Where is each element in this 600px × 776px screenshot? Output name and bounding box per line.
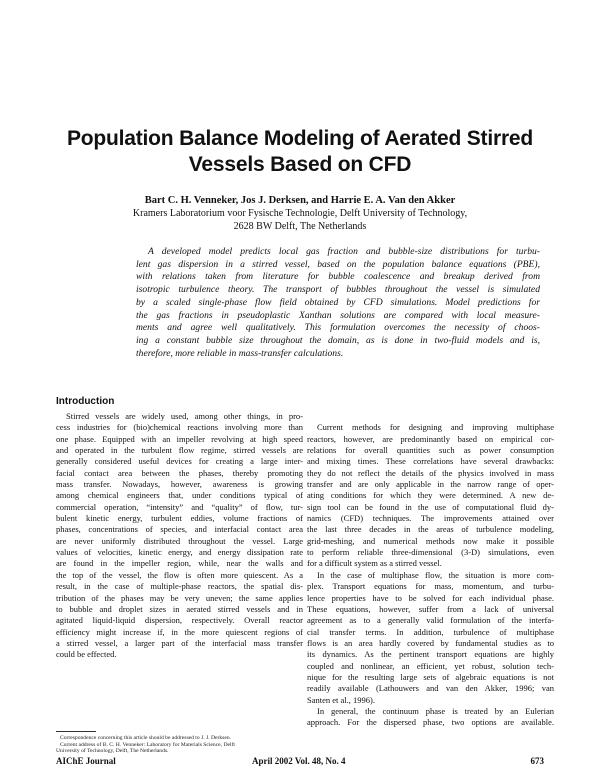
body-line: are found in the impeller region, while, near the walls and [56, 558, 303, 569]
paper-title [40, 126, 560, 178]
abstract-line: lent gas dispersion in a stirred vessel, based on the population balance equations (PBE), [136, 258, 540, 270]
affiliation-line-2: 2628 BW Delft, The Netherlands [233, 220, 367, 232]
abstract-line: isotropic turbulence theory. The transport of bubbles throughout the vessel is simulated [136, 284, 540, 296]
footnotes [56, 735, 304, 755]
body-line: the last three decades in the areas of turbulence modeling, [307, 524, 554, 535]
body-line: sign tool can be found in the use of computational fluid dy- [307, 501, 554, 512]
body-line: could be effected. [56, 649, 117, 660]
body-line: they do not reflect the details of the physics involved in mass [307, 467, 554, 478]
title-line-2: Vessels Based on CFD [188, 153, 412, 176]
body-line: In the case of multiphase flow, the situation is more com- [317, 569, 554, 580]
body-line: Santen et al., 1996). [307, 694, 375, 705]
body-line: the top of the vessel, the flow is often more quiescent. As a [56, 569, 303, 580]
body-line: among chemical engineers that, under conditions typical of [56, 490, 303, 501]
body-line: These equations, however, suffer from a lack of universal [307, 603, 554, 614]
left-column [56, 411, 303, 661]
body-line: mass transfer. Nowadays, however, awareness is growing [56, 479, 303, 490]
body-line: reactors, however, are predominantly based on empirical cor- [307, 433, 554, 444]
footnote-line: Correspondence concerning this article should be addressed to J. J. Derksen. [60, 735, 232, 741]
body-line: namics (CFD) techniques. The improvements attained over [307, 513, 554, 524]
body-line: bulent kinetic energy, turbulent eddies, volume fractions of [56, 513, 303, 524]
body-line: grid-meshing, and numerical methods now make it possible [307, 535, 554, 546]
body-line: cial transfer terms. In addition, turbulence of multiphase [307, 626, 554, 637]
body-line: nique for the resulting large sets of algebraic equations is not [307, 671, 554, 682]
abstract-line: with relations taken from literature for bubble coalescence and breakup derived from [136, 271, 540, 283]
body-line: and operated in the turbulent flow regime, stirred vessels are [56, 445, 303, 456]
body-line: ating conditions for which they were determined. A new de- [307, 490, 554, 501]
author-list: Bart C. H. Venneker, Jos J. Derksen, and Harrie E. A. Van den Akker [144, 195, 456, 206]
body-line: a stirred vessel, a larger part of the interfacial mass transfer [56, 637, 303, 648]
body-line: approach. For the dispersed phase, two options are available. [307, 717, 554, 728]
body-line: Current methods for designing and improving multiphase [317, 422, 554, 433]
body-line: tribution of the phases may be very uneven; the same applies [56, 592, 303, 603]
abstract [136, 246, 540, 360]
body-line: phases, concentrations of species, and interfacial contact area [56, 524, 303, 535]
footnote-rule [56, 731, 96, 732]
body-line: efficiency might increase if, in the more quiescent regions of [56, 626, 303, 637]
page-footer [56, 756, 544, 768]
body-line: cess industries for (bio)chemical reactions involving more than [56, 422, 303, 433]
body-line: result, in the case of multiple-phase reactors, the spatial dis- [56, 581, 303, 592]
abstract-line: the gas fractions in pseudoplastic Xanthan solutions are compared with local measure- [136, 309, 540, 321]
body-line: coupled and nonlinear, an efficient, yet robust, solution tech- [307, 660, 554, 671]
body-line: relations for overall quantities such as power consumption [307, 445, 554, 456]
body-line: for a difficult system as a stirred vessel. [307, 558, 442, 569]
body-line: one phase. Equipped with an impeller revolving at high speed [56, 433, 303, 444]
affiliation-line-1: Kramers Laboratorium voor Fysische Technologie, Delft University of Technology, [132, 208, 468, 219]
abstract-line: A developed model predicts local gas fraction and bubble-size distributions for turbu- [148, 246, 540, 257]
body-line: values of velocities, kinetic energy, and energy dissipation rate [56, 547, 303, 558]
body-line: its dynamics. As the pertinent transport equations are highly [307, 649, 554, 660]
body-line: are never uniformly distributed throughout the vessel. Large [56, 535, 303, 546]
body-line: facial contact area between the phases, thereby promoting [56, 467, 303, 478]
body-line: flows is an area hardly covered by fundamental studies as to [307, 637, 554, 648]
abstract-line: ments and agree well qualitatively. This formulation overcomes the necessity of choos- [136, 322, 540, 334]
footnote-line: University of Technology, Delft, The Netherlands. [56, 748, 169, 755]
footer-issue: April 2002 Vol. 48, No. 4 [252, 756, 346, 766]
body-line: to bubble and droplet sizes in aerated stirred vessels and in [56, 603, 303, 614]
body-line: plex. Transport equations for mass, momentum, and turbu- [307, 581, 554, 592]
abstract-line: by a scaled single-phase flow field obtained by CFD simulations. Model predictions for [136, 296, 540, 308]
footer-page-number: 673 [530, 756, 544, 766]
body-line: commercial operation, “intensity” and “quality” of flow, tur- [56, 501, 303, 512]
body-line: readily available (Lathouwers and van den Akker, 1996; van [307, 683, 554, 694]
body-line: transfer and are only applicable in the narrow range of oper- [307, 479, 554, 490]
body-line: to perform reliable three-dimensional (3-D) simulations, even [307, 547, 554, 558]
title-line-1: Population Balance Modeling of Aerated Stirred [66, 127, 534, 150]
footnote-line: Current address of B. C. H. Venneker: Laboratory for Materials Science, Delft [60, 741, 235, 748]
body-line: agitated liquid-liquid dispersion, respectively. Overall reactor [56, 615, 303, 626]
right-column [307, 411, 554, 729]
body-line: generally considered useful devices for creating a large inter- [56, 456, 303, 467]
body-line: agreement as to a generally valid formulation of the interfa- [307, 615, 554, 626]
body-line: In general, the continuum phase is treated by an Eulerian [317, 705, 554, 716]
body-line: lence properties have to be solved for each individual phase. [307, 592, 554, 603]
affiliation [0, 208, 600, 233]
section-heading-introduction: Introduction [56, 396, 115, 407]
abstract-line: ing a constant bubble size throughout the domain, as is done in two-fluid models and is, [136, 334, 540, 346]
body-line: and mixing times. These correlations have several drawbacks: [307, 456, 554, 467]
footer-journal: AIChE Journal [56, 756, 116, 766]
abstract-line: therefore, more reliable in mass-transfer calculations. [136, 347, 344, 359]
body-line: Stirred vessels are widely used, among other things, in pro- [66, 411, 303, 421]
